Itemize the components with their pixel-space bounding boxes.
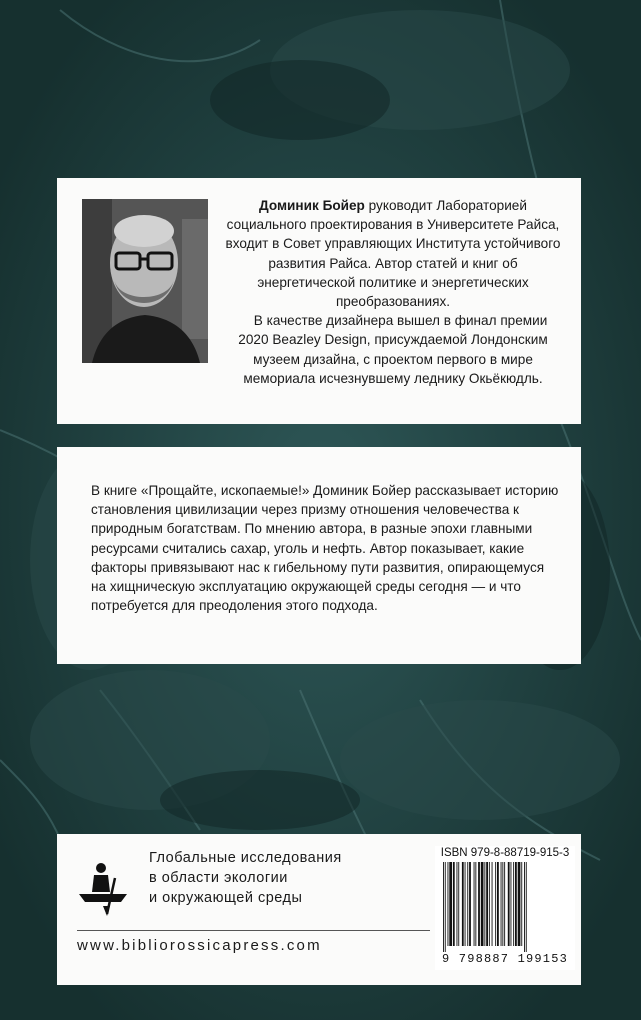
- barcode-bar: [457, 862, 458, 946]
- barcode-bar: [486, 862, 488, 946]
- barcode-bar: [495, 862, 496, 946]
- barcode-bar: [489, 862, 490, 946]
- author-bio: [223, 196, 563, 388]
- author-bio-text: руководит Лабораторией социального проектирования в Университете Райса, входит в Совет управляющих Института устойчивого развития Райса. Автор статей и книг об энергетической политике и энергетических преобразованиях.: [225, 198, 561, 310]
- barcode-bar: [469, 862, 471, 946]
- person-in-boat-icon: [77, 860, 129, 916]
- barcode-bar: [501, 862, 502, 946]
- barcode-bar: [474, 862, 475, 946]
- barcode-bar: [504, 862, 505, 946]
- barcode-bar: [502, 862, 503, 946]
- barcode-bar: [448, 862, 449, 946]
- author-name: Доминик Бойер: [259, 198, 365, 213]
- footer-card: [57, 834, 581, 985]
- series-title: [149, 848, 409, 908]
- barcode-bar: [462, 862, 464, 946]
- barcode-bar: [484, 862, 485, 946]
- barcode-bar: [497, 862, 499, 946]
- barcode-bar: [458, 862, 459, 946]
- barcode-bar: [445, 862, 446, 952]
- barcode-bar: [508, 862, 510, 946]
- series-line-2: в области экологии: [149, 870, 288, 886]
- series-line-1: Глобальные исследования: [149, 850, 342, 866]
- website-url[interactable]: www.bibliorossicapress.com: [77, 937, 322, 954]
- author-card: [57, 178, 581, 424]
- barcode-bar: [518, 862, 521, 946]
- author-photo: [82, 199, 208, 363]
- barcode-bar: [465, 862, 466, 946]
- series-line-3: и окружающей среды: [149, 890, 303, 906]
- barcode-bars: [443, 862, 567, 952]
- barcode-bar: [526, 862, 527, 952]
- divider: [77, 930, 430, 931]
- barcode-bar: [475, 862, 476, 946]
- barcode-bar: [513, 862, 514, 946]
- book-description: В книге «Прощайте, ископаемые!» Доминик Бойер рассказывает историю становления цивилизации через призму отношения человечества к природным богатствам. По мнению автора, в разные эпохи главными ресурсами считались сахар, уголь и нефть. Автор показывает, какие факторы привязывают нас к гибельному пути развития, опирающемуся на хищническую эксплуатацию окружающей среды сегодня — и что потребуется для преодоления этого подхода.: [91, 483, 559, 614]
- barcode-bar: [515, 862, 517, 946]
- barcode-bar: [524, 862, 525, 952]
- barcode-bar: [449, 862, 452, 946]
- description-card: [57, 447, 581, 664]
- barcode-bar: [443, 862, 444, 952]
- isbn-label: ISBN 979-8-88719-915-3: [440, 847, 570, 859]
- barcode-bar: [521, 862, 522, 946]
- barcode-bar: [453, 862, 455, 946]
- author-bio-paragraph-2: В качестве дизайнера вышел в финал премии 2020 Beazley Design, присуждаемой Лондонским музеем дизайна, с проектом первого в мире мемориала исчезнувшему леднику Окьёкюдль.: [238, 313, 548, 386]
- barcode-bar: [492, 862, 493, 946]
- barcode: [435, 846, 575, 970]
- barcode-bar: [511, 862, 512, 946]
- barcode-bar: [467, 862, 468, 946]
- ean-digits: 9 798887 199153: [441, 952, 569, 966]
- barcode-bar: [478, 862, 480, 946]
- barcode-bar: [481, 862, 484, 946]
